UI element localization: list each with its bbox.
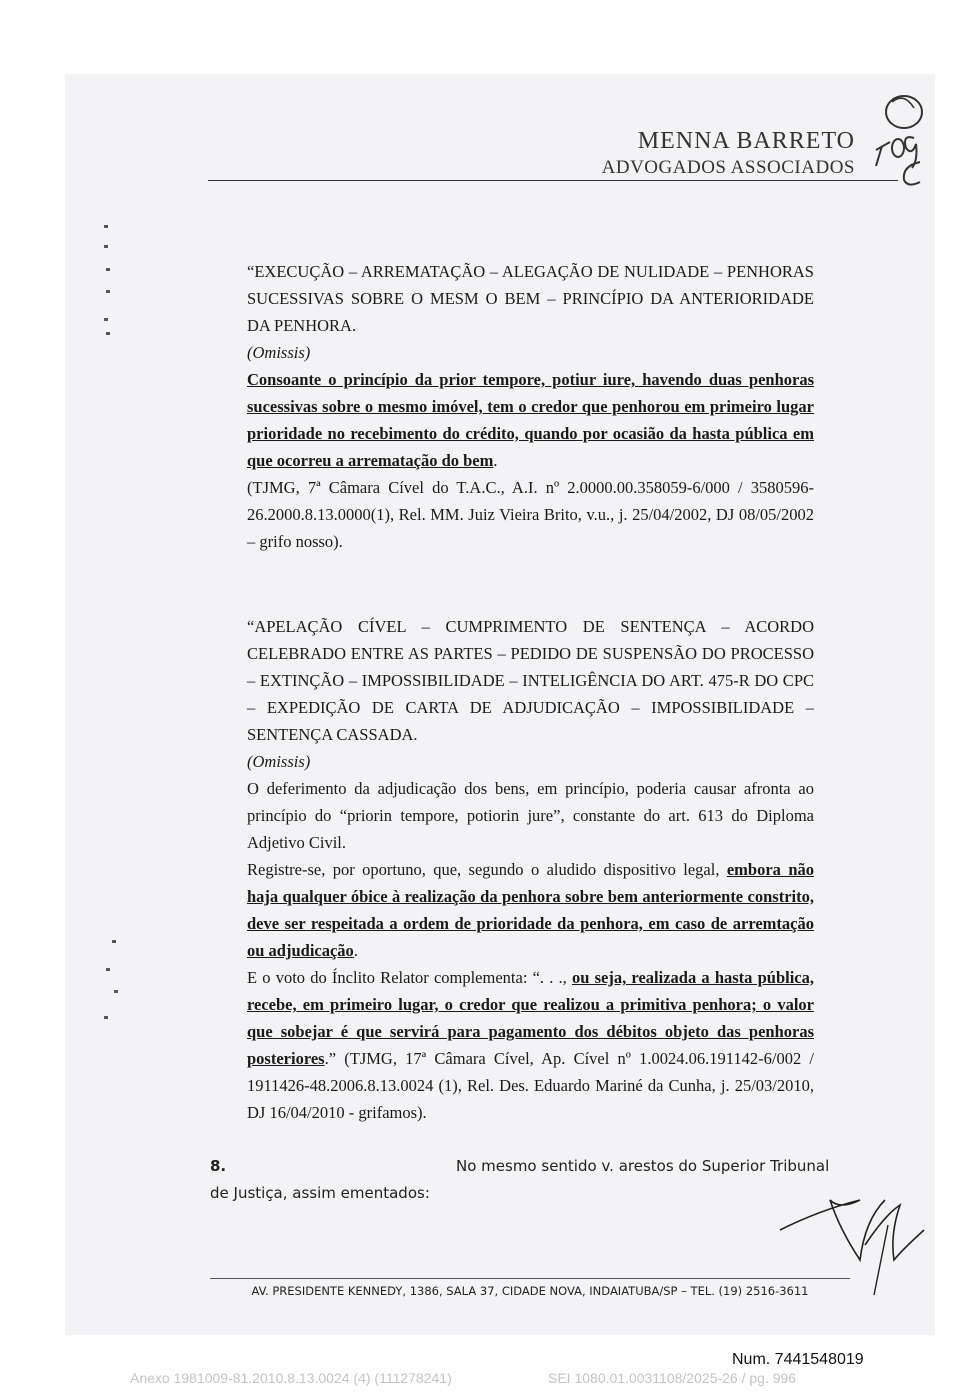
quote-2-paragraph-1: O deferimento da adjudicação dos bens, em princípio, poderia causar afronta ao princípio do “priorin tempore, potiorin jure”, constante do art. 613 do Diploma Adjetivo Civil. xyxy=(247,779,814,852)
quote-2-p3-emphasis: ou seja, realizada a hasta pública, recebe, em primeiro lugar, o credor que realizou a primitiva penhora; o valor que sobejar é que servirá para pagamento dos débitos objeto das penhoras posteriores xyxy=(247,968,815,1068)
firm-subtitle: ADVOGADOS ASSOCIADOS xyxy=(601,157,855,178)
scan-mark xyxy=(106,268,110,271)
quote-2-p2-plain: Registre-se, por oportuno, que, segundo o aludido dispositivo legal, xyxy=(247,860,727,879)
quote-1-emphasis-end: . xyxy=(493,451,498,470)
quote-1-emphasis: Consoante o princípio da prior tempore, potiur iure, havendo duas penhoras sucessivas sobre o mesmo imóvel, tem o credor que penhorou em primeiro lugar prioridade no recebimento do crédito, quando por ocasião da hasta pública em que ocorreu a arrematação do bem xyxy=(247,370,814,470)
scan-mark xyxy=(112,940,116,943)
header-rule xyxy=(208,180,898,181)
scan-mark xyxy=(114,990,118,993)
firm-name: MENNA BARRETO xyxy=(637,128,855,154)
annex-reference: Anexo 1981009-81.2010.8.13.0024 (4) (111278241) xyxy=(130,1370,452,1386)
quote-2-p2-emphasis: embora não haja qualquer óbice à realização da penhora sobre bem anteriormente constrito, deve ser respeitada a ordem de prioridade da penhora, em caso de arremtação ou adjudicação xyxy=(247,860,814,960)
quote-1-citation: (TJMG, 7ª Câmara Cível do T.A.C., A.I. nº 2.0000.00.358059-6/000 / 3580596-26.2000.8.13.0000(1), Rel. MM. Juiz Vieira Brito, v.u., j. 25/04/2002, DJ 08/05/2002 – grifo nosso). xyxy=(247,478,814,551)
scan-mark xyxy=(104,1016,108,1019)
quote-2-p3-plain: E o voto do Ínclito Relator complementa: “. . ., xyxy=(247,968,572,987)
scan-mark xyxy=(104,225,108,228)
paragraph-8-continuation: de Justiça, assim ementados: xyxy=(210,1184,430,1202)
footer-rule xyxy=(210,1278,850,1279)
quote-2-paragraph-3 xyxy=(247,964,814,1126)
scan-mark xyxy=(106,968,110,971)
quote-2-p3-citation: .” (TJMG, 17ª Câmara Cível, Ap. Cível nº 1.0024.06.191142-6/002 / 1911426-48.2006.8.13.0024 (1), Rel. Des. Eduardo Mariné da Cunha, j. 25/03/2010, DJ 16/04/2010 - grifamos). xyxy=(247,1049,814,1122)
quote-1-omissis: (Omissis) xyxy=(247,343,311,362)
quote-1-body xyxy=(247,366,814,474)
quote-1-title: “EXECUÇÃO – ARREMATAÇÃO – ALEGAÇÃO DE NULIDADE – PENHORAS SUCESSIVAS SOBRE O MESM O BEM – PRINCÍPIO DA ANTERIORIDADE DA PENHORA. xyxy=(247,262,814,335)
quote-2-paragraph-2 xyxy=(247,856,814,964)
paragraph-number: 8. xyxy=(210,1157,227,1175)
quote-1 xyxy=(247,258,814,555)
scan-mark xyxy=(106,290,110,293)
document-number: Num. 7441548019 xyxy=(732,1351,864,1368)
paragraph-8-text: No mesmo sentido v. arestos do Superior Tribunal xyxy=(456,1157,830,1175)
scan-mark xyxy=(104,318,108,321)
quote-2 xyxy=(247,613,814,1126)
signature xyxy=(770,1185,940,1300)
quote-2-p2-end: . xyxy=(353,941,358,960)
sei-reference: SEI 1080.01.0031108/2025-26 / pg. 996 xyxy=(548,1370,797,1386)
scan-mark xyxy=(104,245,108,248)
scan-mark xyxy=(106,332,110,335)
handwritten-stamp xyxy=(862,88,932,198)
footer-address: AV. PRESIDENTE KENNEDY, 1386, SALA 37, CIDADE NOVA, INDAIATUBA/SP – TEL. (19) 2516-3611 xyxy=(251,1284,809,1298)
quote-2-title: “APELAÇÃO CÍVEL – CUMPRIMENTO DE SENTENÇA – ACORDO CELEBRADO ENTRE AS PARTES – PEDIDO DE SUSPENSÃO DO PROCESSO – EXTINÇÃO – IMPOSSIBILIDADE – INTELIGÊNCIA DO ART. 475-R DO CPC – EXPEDIÇÃO DE CARTA DE ADJUDICAÇÃO – IMPOSSIBILIDADE – SENTENÇA CASSADA. xyxy=(247,617,814,744)
quote-2-omissis: (Omissis) xyxy=(247,752,311,771)
